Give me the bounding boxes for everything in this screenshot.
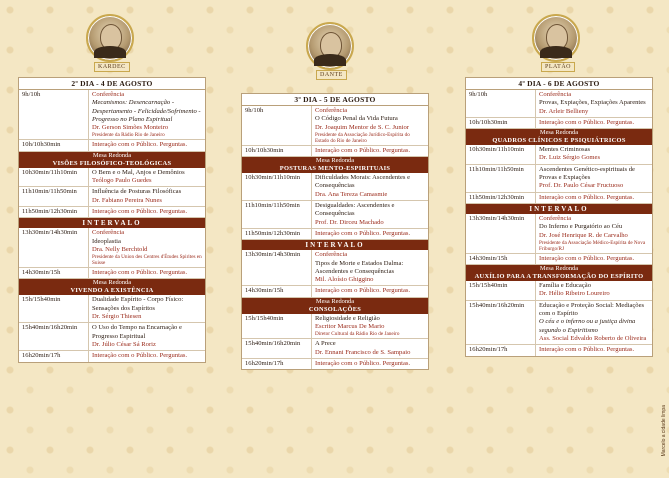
session-details: Interação com o Público. Perguntas. xyxy=(92,269,188,277)
schedule-row xyxy=(19,187,205,207)
schedule-row xyxy=(466,165,652,193)
speaker-name: Dr. Ennani Francisco de S. Sampaio xyxy=(315,348,411,356)
session-details xyxy=(89,323,205,350)
day-header: 4º DIA - 6 DE AGOSTO xyxy=(466,78,652,90)
round-table-band xyxy=(19,279,205,295)
bust-icon xyxy=(314,54,346,66)
time-slot: 15h/15h40min xyxy=(242,314,312,339)
session-title: Mecanismos: Desencarnação - Despertamento - Felicidade/Sofrimento - Progresso no Plano Espiritual xyxy=(92,99,201,123)
schedule-row xyxy=(242,359,428,369)
day-4-schedule xyxy=(465,77,653,357)
interval-band: INTERVALO xyxy=(242,240,428,250)
time-slot: 9h/10h xyxy=(19,90,89,139)
session-details: Interação com o Público. Perguntas. xyxy=(539,254,635,262)
time-slot: 11h50min/12h30min xyxy=(466,193,536,203)
session-details xyxy=(89,168,205,187)
session-title: Mentes Criminosas xyxy=(539,146,591,154)
session-type: Conferência xyxy=(539,91,572,98)
day-header: 2º DIA - 4 DE AGOSTO xyxy=(19,78,205,90)
speaker-role: Diretor Cultural da Rádio Rio de Janeiro xyxy=(315,331,400,338)
session-details: Interação com o Público. Perguntas. xyxy=(315,287,411,295)
session-title-italic: O céu e o inferno ou a justiça divina segundo o Espiritismo xyxy=(539,318,636,334)
speaker-name: Dr. Gerson Simões Monteiro xyxy=(92,124,169,132)
time-slot: 11h50min/12h30min xyxy=(19,207,89,217)
schedule-row xyxy=(19,351,205,361)
schedule-row xyxy=(242,250,428,286)
schedule-row xyxy=(466,90,652,118)
session-details: Interação com o Público. Perguntas. xyxy=(539,193,635,201)
session-title: Dificuldades Morais: Ascendentes e Consequências xyxy=(315,174,411,190)
session-details xyxy=(536,281,652,300)
session-details: Interação com o Público. Perguntas. xyxy=(92,141,188,149)
session-details xyxy=(312,173,428,200)
session-title: O Código Penal da Vida Futura xyxy=(315,115,398,123)
time-slot: 15h40min/16h20min xyxy=(466,301,536,344)
portrait-platao xyxy=(532,14,580,62)
session-details: Interação com o Público. Perguntas. xyxy=(92,352,188,360)
band-label: Mesa Redonda xyxy=(92,151,132,159)
speaker-role: Presidente da Associação Médico-Espírita de Nova Friburgo/RJ xyxy=(539,239,646,252)
schedule-row xyxy=(19,323,205,351)
speaker-role: Presidente da Associação Jurídico-Espírita do Estado do Rio de Janeiro xyxy=(315,131,410,144)
session-details xyxy=(312,201,428,228)
portrait-dante xyxy=(306,22,354,70)
time-slot: 13h30min/14h30min xyxy=(242,250,312,285)
speaker-name: Dra. Ana Tereza Camasmie xyxy=(315,190,388,198)
band-label: Mesa Redonda xyxy=(315,157,355,165)
speaker-name: Dr. Luiz Sérgio Gomes xyxy=(539,154,601,162)
speaker-name: Dr. José Henrique R. de Carvalho xyxy=(539,231,628,239)
session-title: Influência de Posturas Filosóficas xyxy=(92,188,182,196)
band-label: Mesa Redonda xyxy=(315,297,355,305)
session-type: Conferência xyxy=(539,214,572,222)
session-title: Ideoplastia xyxy=(92,237,121,245)
session-details xyxy=(312,106,428,145)
session-type: Conferência xyxy=(315,107,348,114)
time-slot: 16h20min/17h xyxy=(466,345,536,355)
time-slot: 14h30min/15h xyxy=(466,254,536,264)
schedule-row xyxy=(466,345,652,355)
schedule-row xyxy=(242,173,428,201)
portrait-label-dante: DANTE xyxy=(316,70,347,80)
session-details xyxy=(312,339,428,358)
portrait-label-kardec: KARDEC xyxy=(94,62,130,72)
session-details: Interação com o Público. Perguntas. xyxy=(315,229,411,237)
time-slot: 16h20min/17h xyxy=(242,359,312,369)
speaker-name: Teólogo Paulo Guedes xyxy=(92,177,152,185)
session-details xyxy=(89,187,205,206)
session-details: Interação com o Público. Perguntas. xyxy=(92,207,188,215)
round-table-band xyxy=(466,129,652,145)
time-slot: 13h30min/14h30min xyxy=(466,214,536,253)
time-slot: 10h/10h30min xyxy=(466,118,536,128)
session-title: Do Inferno e Purgatório ao Céu xyxy=(539,223,623,231)
band-title: AUXÍLIO PARA A TRANSFORMAÇÃO DO ESPÍRITO xyxy=(474,273,644,281)
session-type: Conferência xyxy=(92,229,125,237)
speaker-name: Prof. Dr. Dirceu Machado xyxy=(315,218,384,226)
session-title: Ascendentes Genético-espirituais de Provas e Expiações xyxy=(539,165,635,182)
bust-icon xyxy=(94,46,126,58)
session-details xyxy=(536,145,652,164)
time-slot: 10h30min/11h10min xyxy=(242,173,312,200)
time-slot: 11h10min/11h50min xyxy=(19,187,89,206)
time-slot: 9h/10h xyxy=(242,106,312,145)
band-title: VISÕES FILOSÓFICO-TEOLÓGICAS xyxy=(52,159,172,167)
band-title: VIVENDO A EXISTÊNCIA xyxy=(70,287,154,295)
schedule-row xyxy=(19,168,205,188)
session-title: O Bem e o Mal, Anjos e Demônios xyxy=(92,168,185,176)
session-details xyxy=(312,250,428,285)
schedule-row xyxy=(19,140,205,151)
time-slot: 11h50min/12h30min xyxy=(242,229,312,239)
schedule-row xyxy=(19,90,205,140)
schedule-row xyxy=(242,229,428,240)
schedule-row xyxy=(242,106,428,146)
round-table-band xyxy=(19,152,205,168)
schedule-row xyxy=(466,145,652,165)
session-title: O Uso do Tempo na Encarnação e Progresso Espiritual xyxy=(92,324,182,340)
speaker-name: Dr. Júlio César Sá Roriz xyxy=(92,340,156,348)
schedule-row xyxy=(466,193,652,204)
session-type: Conferência xyxy=(92,91,125,98)
time-slot: 10h/10h30min xyxy=(242,146,312,156)
session-title: Desigualdades: Ascendentes e Consequências xyxy=(315,202,395,218)
session-title: Tipos de Morte e Estados Dalma: Ascendentes e Consequências xyxy=(315,259,404,275)
session-details: Interação com o Público. Perguntas. xyxy=(315,146,411,154)
session-details xyxy=(536,90,652,117)
schedule-row xyxy=(466,301,652,345)
round-table-band xyxy=(242,157,428,173)
session-title: Família e Educação xyxy=(539,282,591,290)
session-type: Conferência xyxy=(315,251,348,259)
session-details xyxy=(536,165,652,192)
speaker-name: Dr. Arleir Bellieny xyxy=(539,107,589,115)
day-header: 3º DIA - 5 DE AGOSTO xyxy=(242,94,428,106)
speaker-role: Presidente da Rádio Rio de Janeiro xyxy=(92,132,165,139)
time-slot: 16h20min/17h xyxy=(19,351,89,361)
credit-text: Marcelo a cidade limpa xyxy=(661,404,667,456)
time-slot: 10h30min/11h10min xyxy=(466,145,536,164)
schedule-row xyxy=(466,281,652,301)
session-details: Interação com o Público. Perguntas. xyxy=(315,359,411,367)
session-title: A Prece xyxy=(315,340,336,348)
schedule-row xyxy=(19,295,205,323)
speaker-name: Dr. Joaquim Mentor de S. C. Junior xyxy=(315,123,409,131)
schedule-row xyxy=(466,254,652,265)
round-table-band xyxy=(466,265,652,281)
schedule-row xyxy=(242,146,428,157)
band-label: Mesa Redonda xyxy=(539,129,579,137)
day-2-schedule xyxy=(18,77,206,363)
schedule-row xyxy=(466,118,652,129)
time-slot: 9h/10h xyxy=(466,90,536,117)
speaker-name: Dr. Hélio Ribeiro Loureiro xyxy=(539,290,610,298)
schedule-row xyxy=(242,201,428,229)
session-details: Interação com o Público. Perguntas. xyxy=(539,118,635,126)
time-slot: 13h30min/14h30min xyxy=(19,228,89,267)
band-label: Mesa Redonda xyxy=(92,279,132,287)
schedule-row xyxy=(242,286,428,297)
time-slot: 15h40min/16h20min xyxy=(242,339,312,358)
session-title: Educação e Proteção Social: Mediações com o Espírito xyxy=(539,301,645,318)
time-slot: 11h10min/11h50min xyxy=(242,201,312,228)
schedule-row xyxy=(242,339,428,359)
session-details: Interação com o Público. Perguntas. xyxy=(539,346,635,354)
time-slot: 14h30min/15h xyxy=(242,286,312,296)
session-title: Provas, Expiações, Expiações Aparentes xyxy=(539,99,646,107)
session-title: Dualidade Espírito - Corpo Físico: Sensações dos Espíritos xyxy=(92,296,184,312)
time-slot: 15h/15h40min xyxy=(466,281,536,300)
time-slot: 14h30min/15h xyxy=(19,268,89,278)
portrait-label-platao: PLATÃO xyxy=(541,62,575,72)
portrait-kardec xyxy=(86,14,134,62)
speaker-name: Dr. Fabiano Pereira Nunes xyxy=(92,196,162,204)
speaker-name: Mil. Aloísio Ghiggino xyxy=(315,276,374,284)
time-slot: 11h10min/11h50min xyxy=(466,165,536,192)
schedule-row xyxy=(242,314,428,340)
round-table-band xyxy=(242,298,428,314)
time-slot: 10h30min/11h10min xyxy=(19,168,89,187)
band-title: POSTURAS MENTO-ESPIRITUAIS xyxy=(279,165,391,173)
session-details xyxy=(536,301,652,344)
speaker-name: Dra. Nelly Berchtold xyxy=(92,245,148,253)
schedule-row xyxy=(19,228,205,268)
session-details xyxy=(89,90,205,139)
session-details xyxy=(312,314,428,339)
speaker-name: Prof. Dr. Paulo César Fructuoso xyxy=(539,182,624,190)
speaker-role: Presidente da Union des Centres d'Études Spirites en Suisse xyxy=(92,254,202,267)
band-label: Mesa Redonda xyxy=(539,265,579,273)
time-slot: 15h40min/16h20min xyxy=(19,323,89,350)
schedule-row xyxy=(19,207,205,218)
interval-band: INTERVALO xyxy=(466,204,652,214)
time-slot: 15h/15h40min xyxy=(19,295,89,322)
day-3-schedule xyxy=(241,93,429,370)
session-details xyxy=(89,295,205,322)
schedule-row xyxy=(466,214,652,254)
band-title: CONSOLAÇÕES xyxy=(308,305,362,313)
schedule-row xyxy=(19,268,205,279)
session-title: Religiosidade e Religião xyxy=(315,314,380,322)
interval-band: INTERVALO xyxy=(19,218,205,228)
band-title: QUADROS CLÍNICOS E PSIQUIÁTRICOS xyxy=(492,137,626,145)
speaker-name: Dr. Sérgio Thiesen xyxy=(92,313,142,321)
speaker-name: Escritor Marcus De Mario xyxy=(315,323,385,331)
session-details xyxy=(89,228,205,267)
session-details xyxy=(536,214,652,253)
bust-icon xyxy=(540,46,572,58)
time-slot: 10h/10h30min xyxy=(19,140,89,150)
speaker-name: Ass. Social Edvaldo Roberto de Oliveira xyxy=(539,334,647,342)
